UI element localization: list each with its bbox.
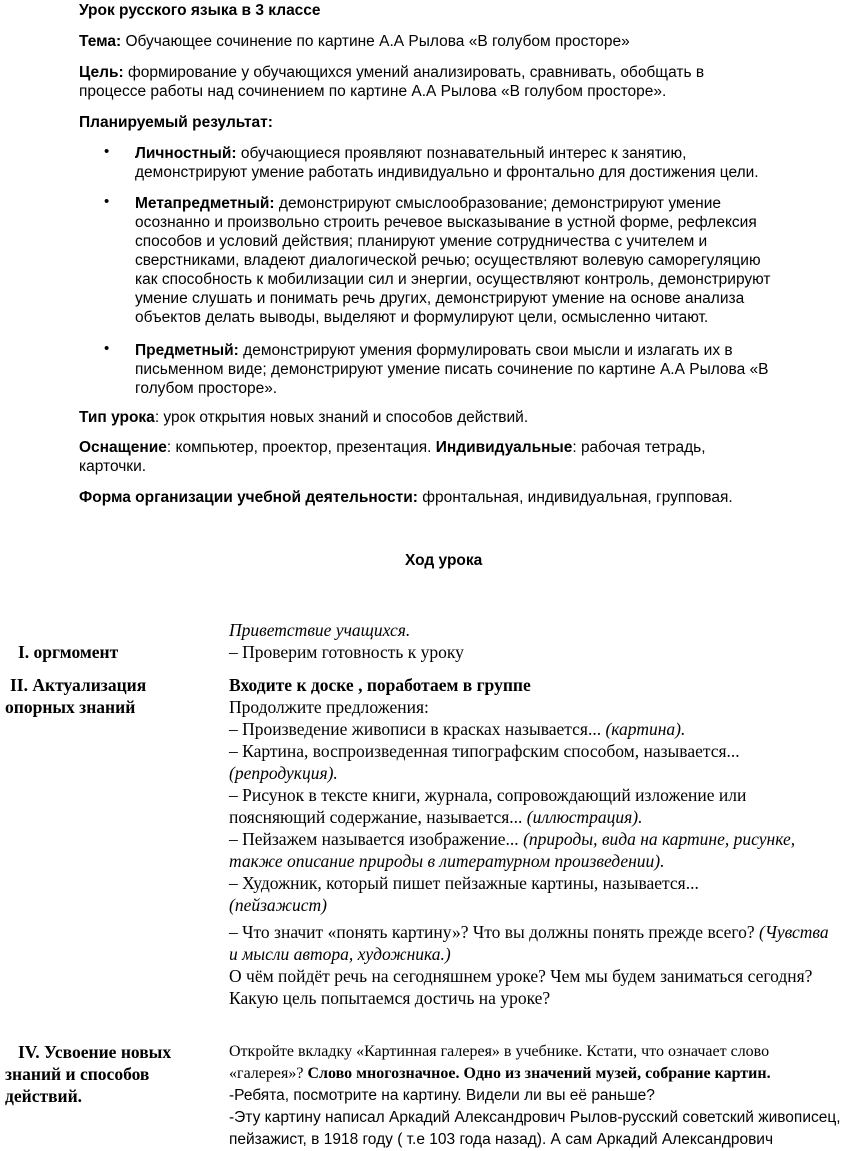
bullet-icon: •: [104, 143, 110, 160]
course-title: [405, 551, 482, 570]
answer-text: (репродукция).: [229, 763, 338, 783]
equipment-label: Оснащение: [79, 439, 167, 456]
bullet-meta: [135, 194, 721, 213]
stage-1-text: [229, 619, 410, 641]
answer-text: (пейзажист): [229, 895, 327, 915]
bullet-text: осознанно и произвольно строить речевое высказывание в устной форме, рефлексия: [135, 214, 757, 231]
form-text: фронтальная, индивидуальная, групповая.: [417, 489, 733, 506]
question: – Рисунок в тексте книги, журнала, сопровождающий изложение или: [229, 785, 747, 805]
goal-label: Цель:: [79, 64, 124, 81]
stage-title-text: опорных знаний: [5, 697, 136, 717]
text-segment: «галерея»?: [229, 1065, 308, 1082]
individual-text: : рабочая тетрадь,: [572, 439, 706, 456]
theme-label: Тема:: [79, 33, 122, 50]
bullet-text: как способность к мобилизации сил и энергии, осуществляют контроль, демонстрируют: [135, 271, 771, 288]
stage-title-text: знаний и способов: [5, 1064, 150, 1084]
planned-label: Планируемый результат:: [79, 114, 273, 131]
form-line: [79, 488, 733, 507]
stage-4-text: Откройте вкладку «Картинная галерея» в учебнике. Кстати, что означает слово: [229, 1043, 770, 1060]
question: [229, 806, 642, 828]
stage-4-text: -Эту картину написал Аркадий Александрович Рылов-русский советский живописец,: [229, 1109, 841, 1126]
bullet-label: Метапредметный:: [135, 195, 275, 212]
bullet-text: объектов делать выводы, выделяют и формулируют цели, осмысленно читают.: [135, 309, 709, 326]
question: [229, 718, 685, 740]
doc-title: [79, 1, 321, 20]
bullet-personal: [135, 144, 686, 163]
stage-1-text: – Проверим готовность к уроку: [229, 642, 464, 662]
answer: [229, 850, 665, 872]
answer-text: (картина).: [605, 719, 686, 739]
goal-line: [79, 63, 704, 82]
question-text: – Что значит «понять картину»? Что вы должны понять прежде всего?: [229, 922, 759, 942]
stage-title-text: II. Актуализация: [10, 675, 147, 695]
question-text: – Пейзажем называется изображение...: [229, 829, 524, 849]
theme-text: Обучающее сочинение по картине А.А Рылова «В голубом просторе»: [121, 33, 630, 50]
stage-2-title: [5, 696, 135, 718]
answer: [229, 762, 338, 784]
bullet-text: умение слушать и понимать речь других, демонстрируют умение на основе анализа: [135, 290, 745, 307]
answer: [229, 894, 327, 916]
stage-4-title: [5, 1085, 82, 1107]
bullet-label: Личностный:: [135, 145, 237, 162]
course-title-text: Ход урока: [405, 552, 483, 569]
question: – Картина, воспроизведенная типографским способом, называется...: [229, 741, 740, 761]
theme-line: [79, 32, 630, 51]
bullet-text: обучающиеся проявляют познавательный интерес к занятию,: [236, 145, 687, 162]
bullet-text: демонстрируют умения формулировать свои мысли и излагать их в: [238, 342, 733, 359]
greeting-text: Приветствие учащихся.: [229, 620, 411, 640]
lesson-type-line: [79, 408, 528, 427]
individual-label: Индивидуальные: [435, 439, 573, 456]
stage-2-intro: Продолжите предложения:: [229, 697, 429, 717]
equipment-line: карточки.: [79, 458, 147, 475]
title-text: Урок русского языка в 3 классе: [79, 2, 321, 19]
stage-4-text: [229, 1063, 771, 1085]
stage-4-title: [5, 1063, 149, 1085]
stage-4-text: пейзажист, в 1918 году ( т.е 103 года назад). А сам Аркадий Александрович: [229, 1131, 774, 1148]
question: [229, 921, 829, 943]
bullet-text: способов и условий действия; планируют умение сотрудничества с учителем и: [135, 233, 708, 250]
question: [229, 828, 795, 850]
question: Какую цель попытаемся достичь на уроке?: [229, 988, 551, 1008]
stage-title-text: действий.: [5, 1086, 83, 1106]
bullet-text: демонстрируют смыслообразование; демонстрируют умение: [274, 195, 722, 212]
answer-text: (Чувства: [759, 922, 829, 942]
bullet-label: Предметный:: [135, 342, 239, 359]
answer-text: и мысли автора, художника.): [229, 944, 451, 964]
goal-text: формирование у обучающихся умений анализировать, сравнивать, обобщать в: [123, 64, 705, 81]
question-text: – Произведение живописи в красках называется...: [229, 719, 606, 739]
text-segment-bold: Слово многозначное. Одно из значений музей, собрание картин.: [307, 1065, 771, 1082]
stage-2-heading: [229, 674, 531, 696]
stage-title-text: I. оргмомент: [18, 642, 119, 662]
bullet-subject: [135, 341, 733, 360]
stage-4-title: [18, 1041, 171, 1063]
question-text: поясняющий содержание, называется...: [229, 807, 527, 827]
lesson-type-label: Тип урока: [79, 409, 155, 426]
equipment-line: [79, 438, 706, 457]
question: – Художник, который пишет пейзажные картины, называется...: [229, 873, 699, 893]
lesson-type-text: : урок открытия новых знаний и способов действий.: [154, 409, 529, 426]
bullet-text: письменном виде; демонстрируют умение писать сочинение по картине А.А Рылова «В: [135, 361, 769, 378]
answer-text: (природы, вида на картине, рисунке,: [523, 829, 796, 849]
bullet-text: сверстниками, владеют диалогической речью; осуществляют волевую саморегуляцию: [135, 252, 761, 269]
equipment-text: : компьютер, проектор, презентация.: [166, 439, 436, 456]
bullet-text: голубом просторе».: [135, 380, 278, 397]
goal-line: процессе работы над сочинением по картине А.А Рылова «В голубом просторе».: [79, 83, 667, 100]
bullet-icon: •: [104, 340, 110, 357]
bullet-text: демонстрируют умение работать индивидуально и фронтально для достижения цели.: [135, 164, 759, 181]
stage-1-title: [18, 641, 118, 663]
stage-title-text: IV. Усвоение новых: [18, 1042, 172, 1062]
stage-4-text: -Ребята, посмотрите на картину. Видели ли вы её раньше?: [229, 1087, 655, 1104]
answer-text: (иллюстрация).: [526, 807, 643, 827]
bullet-icon: •: [104, 193, 110, 210]
planned-heading: [79, 113, 273, 132]
stage-2-title: [10, 674, 146, 696]
heading-text: Входите к доске , поработаем в группе: [229, 675, 531, 695]
form-label: Форма организации учебной деятельности:: [79, 489, 418, 506]
question: О чём пойдёт речь на сегодняшнем уроке? Чем мы будем заниматься сегодня?: [229, 966, 813, 986]
answer: [229, 943, 451, 965]
answer-text: также описание природы в литературном произведении).: [229, 851, 665, 871]
